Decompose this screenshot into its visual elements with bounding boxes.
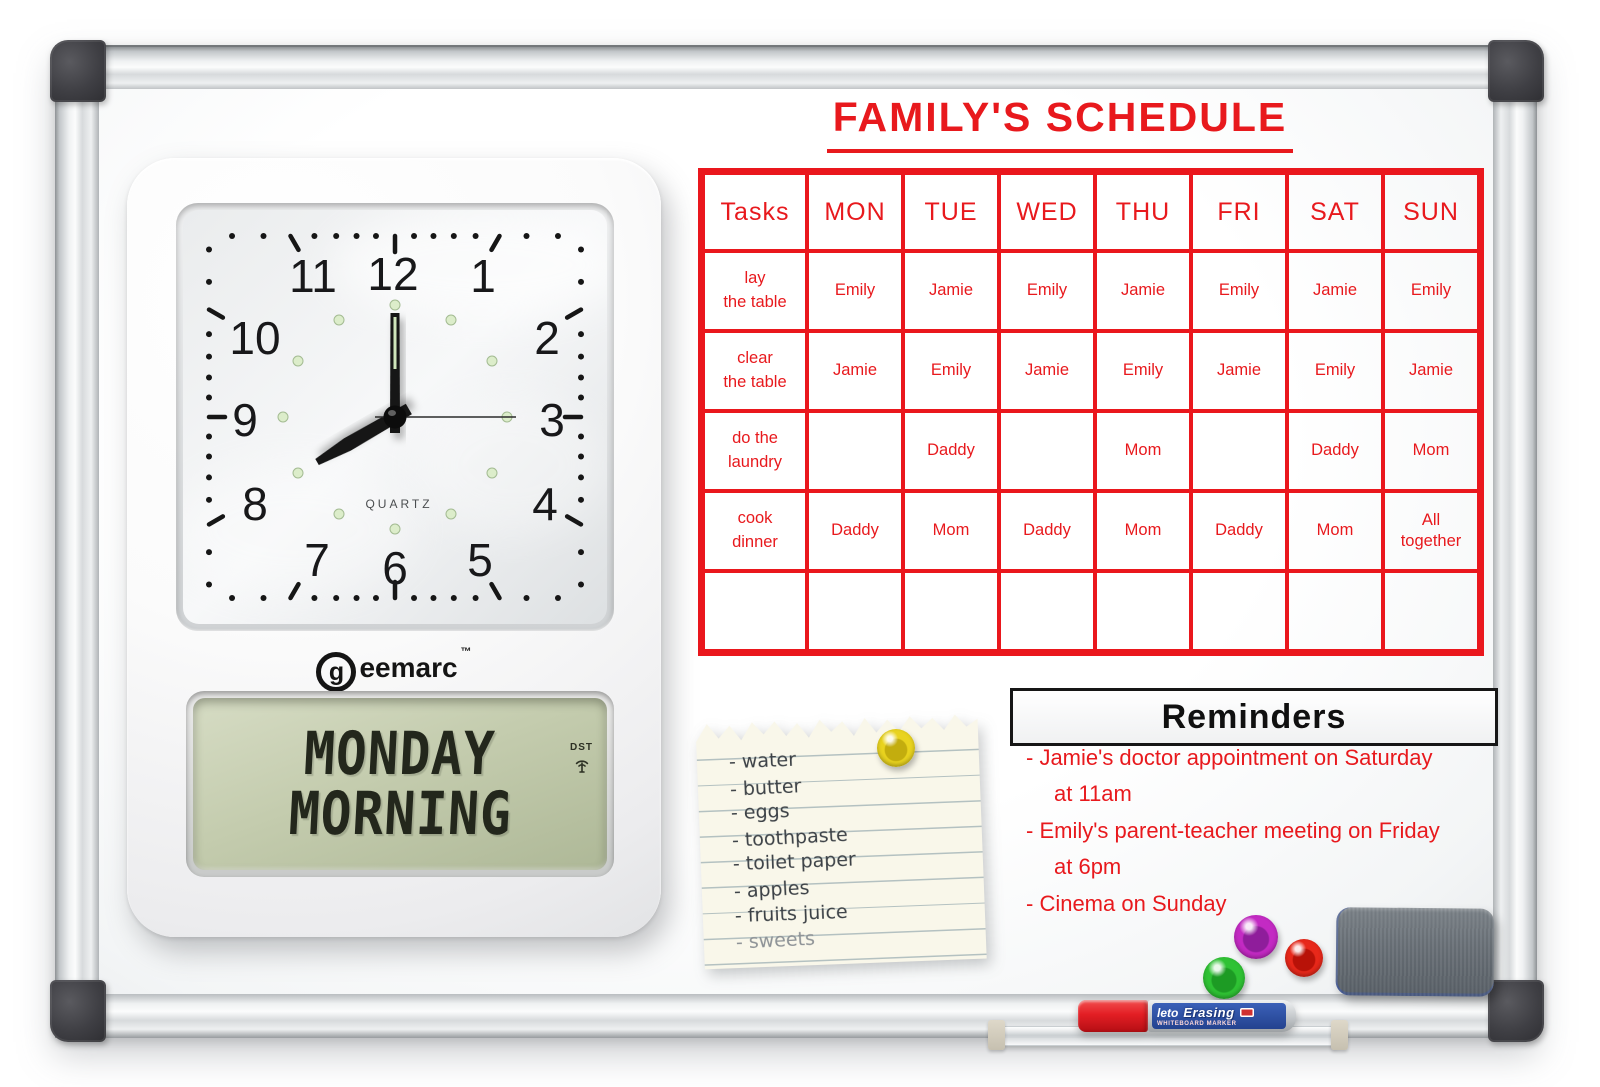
magnet-yellow — [877, 729, 915, 767]
corner-cap-bottom-left — [50, 980, 106, 1042]
svg-text:8: 8 — [242, 478, 268, 530]
corner-cap-bottom-right — [1488, 980, 1544, 1042]
svg-text:QUARTZ: QUARTZ — [365, 497, 433, 511]
marker-cap — [1078, 1000, 1148, 1032]
board-eraser — [1336, 907, 1495, 997]
marker-tip — [1286, 1000, 1296, 1032]
schedule-cell: Mom — [1287, 491, 1383, 571]
reminder-item: - Cinema on Sunday — [1026, 891, 1227, 916]
schedule-cell: Daddy — [807, 491, 903, 571]
schedule-header-cell: MON — [807, 173, 903, 251]
svg-text:12: 12 — [367, 248, 419, 300]
frame-rail-left — [55, 45, 99, 1038]
note-paper — [695, 709, 986, 970]
list-item: - fruits juice — [734, 900, 849, 927]
svg-text:1: 1 — [470, 250, 496, 302]
list-item: - sweets — [735, 927, 816, 954]
marker-name: Erasing — [1183, 1005, 1235, 1020]
schedule-cell — [807, 571, 903, 651]
schedule-cell — [999, 411, 1095, 491]
schedule-cell: Daddy — [999, 491, 1095, 571]
schedule-header-cell: SAT — [1287, 173, 1383, 251]
schedule-task-cell: lay the table — [703, 251, 807, 331]
marker-badge-icon — [1240, 1008, 1254, 1017]
svg-text:3: 3 — [539, 394, 565, 446]
schedule-title: FAMILY'S SCHEDULE — [790, 94, 1330, 153]
schedule-cell: Mom — [903, 491, 999, 571]
analog-clock-face — [183, 210, 607, 624]
shopping-list — [729, 741, 967, 954]
frame-rail-top — [55, 45, 1537, 91]
schedule-cell — [1191, 411, 1287, 491]
schedule-cell: Emily — [1095, 331, 1191, 411]
marker-subtext: WHITEBOARD MARKER — [1157, 1021, 1237, 1027]
schedule-cell: Emily — [1383, 251, 1479, 331]
schedule-header-cell: THU — [1095, 173, 1191, 251]
reminder-item: - Jamie's doctor appointment on Saturday — [1026, 745, 1433, 770]
marker-pen — [1078, 1000, 1296, 1032]
schedule-header-cell: FRI — [1191, 173, 1287, 251]
schedule-cell: Mom — [1095, 411, 1191, 491]
svg-text:10: 10 — [229, 312, 281, 364]
schedule-cell: All together — [1383, 491, 1479, 571]
schedule-task-cell: cook dinner — [703, 491, 807, 571]
svg-text:2: 2 — [534, 312, 560, 364]
list-item: - toothpaste — [731, 823, 849, 852]
svg-text:9: 9 — [232, 394, 258, 446]
marker-label — [1152, 1003, 1286, 1029]
schedule-cell — [1095, 571, 1191, 651]
marker-body — [1148, 1000, 1296, 1032]
schedule-cell: Mom — [1095, 491, 1191, 571]
schedule-header-cell: SUN — [1383, 173, 1479, 251]
schedule-cell: Emily — [903, 331, 999, 411]
pen-tray-cap-right — [1331, 1020, 1348, 1050]
schedule-cell: Jamie — [807, 331, 903, 411]
schedule-header-cell: WED — [999, 173, 1095, 251]
schedule-cell: Jamie — [1095, 251, 1191, 331]
schedule-cell: Jamie — [1287, 251, 1383, 331]
list-item: - butter — [729, 774, 802, 801]
schedule-task-cell: do the laundry — [703, 411, 807, 491]
reminder-item-continuation: at 6pm — [1054, 853, 1122, 879]
schedule-cell: Emily — [807, 251, 903, 331]
schedule-cell: Daddy — [1191, 491, 1287, 571]
list-item: - apples — [733, 876, 810, 903]
trademark-symbol: ™ — [460, 646, 472, 658]
reminder-item: - Emily's parent-teacher meeting on Friday — [1026, 818, 1440, 843]
pen-tray-cap-left — [988, 1020, 1005, 1050]
brand-g-icon: g — [316, 652, 356, 692]
svg-text:11: 11 — [289, 250, 337, 302]
corner-cap-top-right — [1488, 40, 1544, 102]
marker-brand: leto — [1157, 1006, 1179, 1020]
corner-cap-top-left — [50, 40, 106, 102]
schedule-cell: Jamie — [1383, 331, 1479, 411]
lcd-period-text: MORNING — [286, 778, 514, 849]
schedule-cell — [1191, 571, 1287, 651]
schedule-cell — [1287, 571, 1383, 651]
schedule-cell — [1383, 571, 1479, 651]
magnet-purple — [1234, 915, 1278, 959]
brand-text: eemarc — [359, 652, 458, 683]
schedule-cell: Jamie — [999, 331, 1095, 411]
reminders-list — [1026, 744, 1504, 926]
svg-text:7: 7 — [304, 534, 330, 586]
schedule-cell — [999, 571, 1095, 651]
schedule-header-cell: TUE — [903, 173, 999, 251]
schedule-cell: Emily — [1287, 331, 1383, 411]
schedule-cell — [903, 571, 999, 651]
clock-brand-logo — [127, 644, 661, 692]
schedule-cell: Jamie — [903, 251, 999, 331]
schedule-cell — [807, 411, 903, 491]
schedule-task-cell — [703, 571, 807, 651]
magnet-green — [1203, 957, 1245, 999]
schedule-task-cell: clear the table — [703, 331, 807, 411]
list-item: - eggs — [730, 800, 790, 825]
shopping-note — [695, 709, 986, 970]
lcd-status-area — [570, 742, 593, 773]
dst-indicator: DST — [570, 742, 593, 753]
schedule-cell: Daddy — [1287, 411, 1383, 491]
schedule-cell: Jamie — [1191, 331, 1287, 411]
schedule-cell: Emily — [999, 251, 1095, 331]
schedule-cell: Daddy — [903, 411, 999, 491]
svg-text:6: 6 — [382, 542, 408, 594]
schedule-cell: Emily — [1191, 251, 1287, 331]
magnet-red — [1285, 939, 1323, 977]
schedule-table — [698, 168, 1484, 656]
list-item: - water — [728, 748, 797, 774]
schedule-cell: Mom — [1383, 411, 1479, 491]
radio-signal-icon — [574, 755, 590, 773]
reminders-header: Reminders — [1010, 688, 1498, 746]
reminder-item-continuation: at 11am — [1054, 780, 1132, 806]
lcd-day-text: MONDAY — [302, 718, 498, 789]
schedule-header-cell: Tasks — [703, 173, 807, 251]
lcd-display — [193, 698, 607, 870]
svg-text:5: 5 — [467, 534, 493, 586]
list-item: - toilet paper — [732, 848, 857, 876]
svg-text:4: 4 — [532, 478, 558, 530]
